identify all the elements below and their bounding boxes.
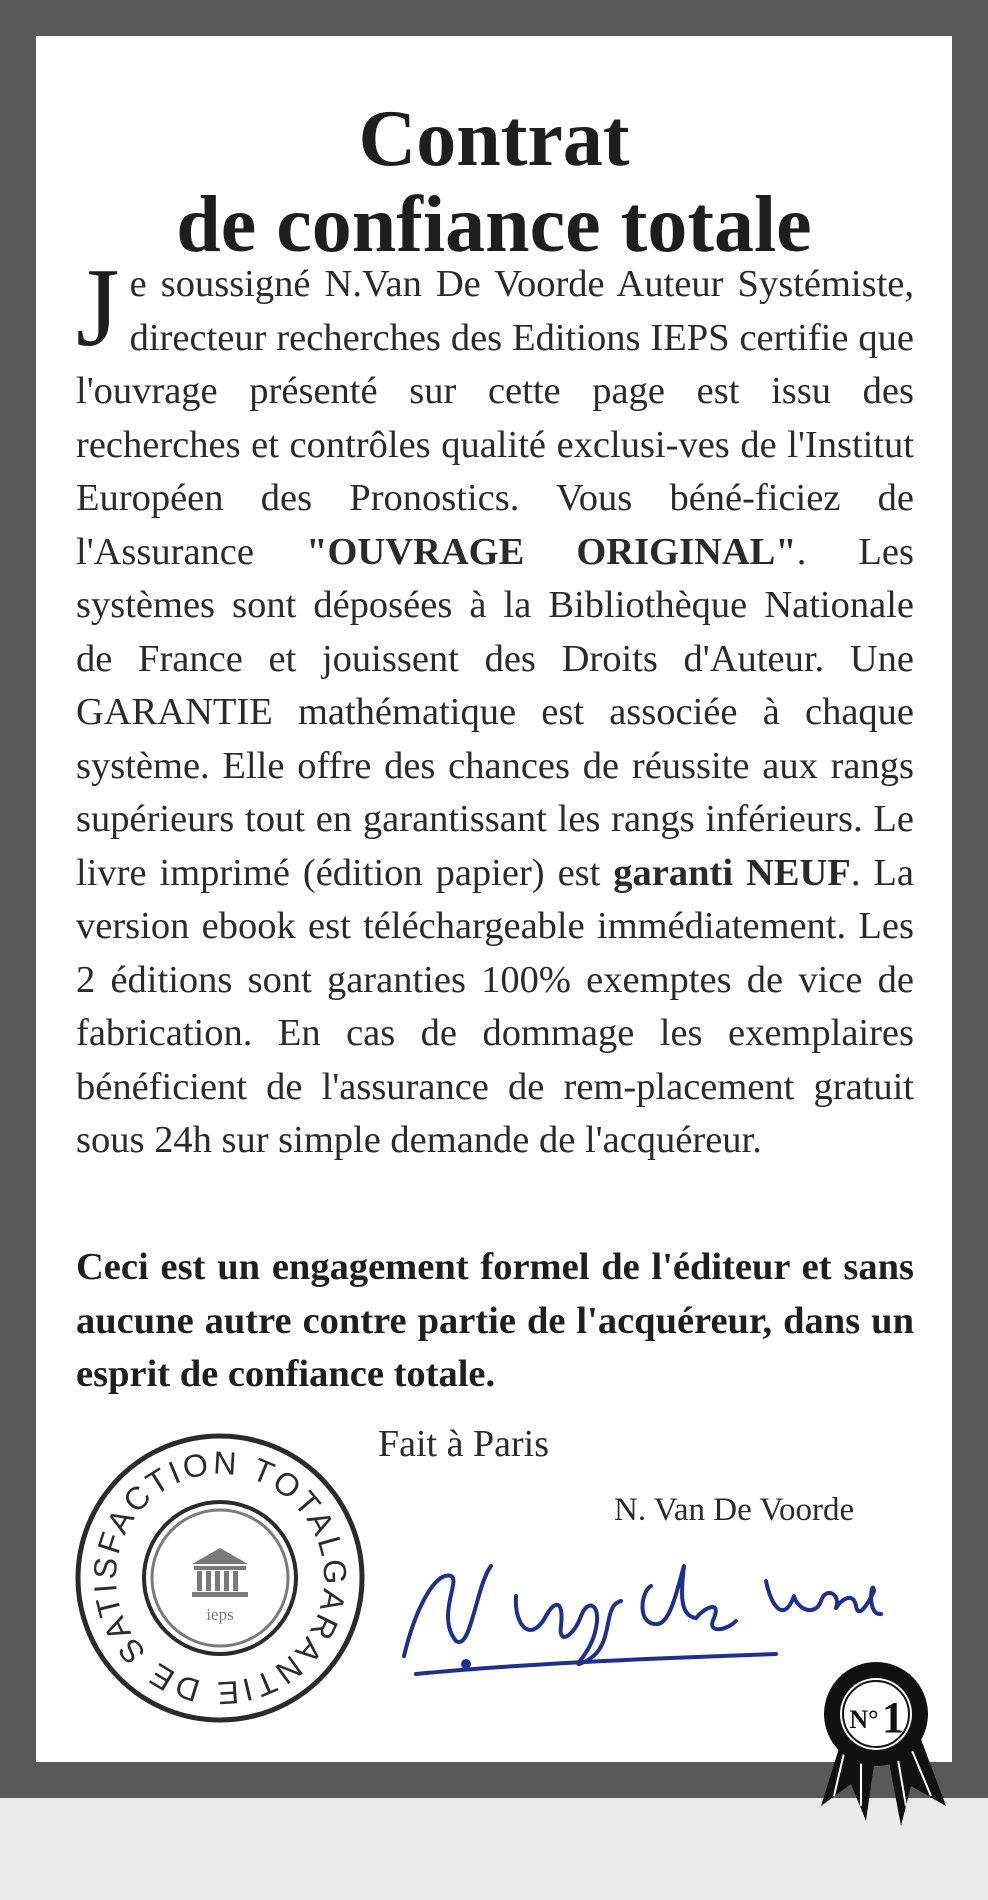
stamp-ring-text: GARANTIE DE SATISFACTION TOTALE	[86, 1444, 354, 1712]
body-part-1: e soussigné N.Van De Voorde Auteur Systémiste, directeur recherches des Editions IEPS certifie que l'ouvrage présenté sur cette page est issu des recherches et contrôles qualité exclusi-ves de l'Institut Européen des Pronostics. Vous béné-ficiez de l'Assurance	[76, 263, 914, 573]
building-icon	[192, 1548, 248, 1597]
body-emphasis-neuf: garanti NEUF	[613, 851, 851, 894]
closing-statement: Ceci est un engagement formel de l'éditeur et sans aucune autre contre partie de l'acquéreur, dans un esprit de confiance totale.	[76, 1246, 914, 1395]
place-line: Fait à Paris	[378, 1423, 549, 1465]
number-one-badge	[806, 1656, 956, 1836]
stamp-logo-text: ieps	[206, 1605, 234, 1624]
contract-body	[76, 246, 915, 1168]
badge-number: 1	[882, 1693, 904, 1742]
satisfaction-stamp	[70, 1428, 370, 1728]
body-part-3: . La version ebook est téléchargeable immédiatement. Les 2 éditions sont garanties 100% exemptes de vice de fabrication. En cas de dommage les exemplaires bénéficient de l'assurance de rem-placement gratuit sous 24h sur simple demande de l'acquéreur.	[76, 851, 915, 1161]
signer-name: N. Van De Voorde	[614, 1492, 855, 1528]
certificate-paper	[36, 36, 952, 1762]
page-title	[36, 96, 952, 268]
badge-prefix: N°	[849, 1705, 879, 1734]
dropcap-letter: J	[76, 246, 120, 370]
body-emphasis-original: "OUVRAGE ORIGINAL"	[306, 530, 797, 573]
title-line-2: de confiance totale	[176, 181, 812, 269]
title-line-1: Contrat	[358, 95, 630, 183]
body-part-2: . Les systèmes sont déposées à la Bibliothèque Nationale de France et jouissent des Droits d'Auteur. Une GARANTIE mathématique est associée à chaque système. Elle offre des chances de réussite aux rangs supérieurs tout en garantissant les rangs inférieurs. Le livre imprimé (édition papier) est	[76, 530, 914, 894]
